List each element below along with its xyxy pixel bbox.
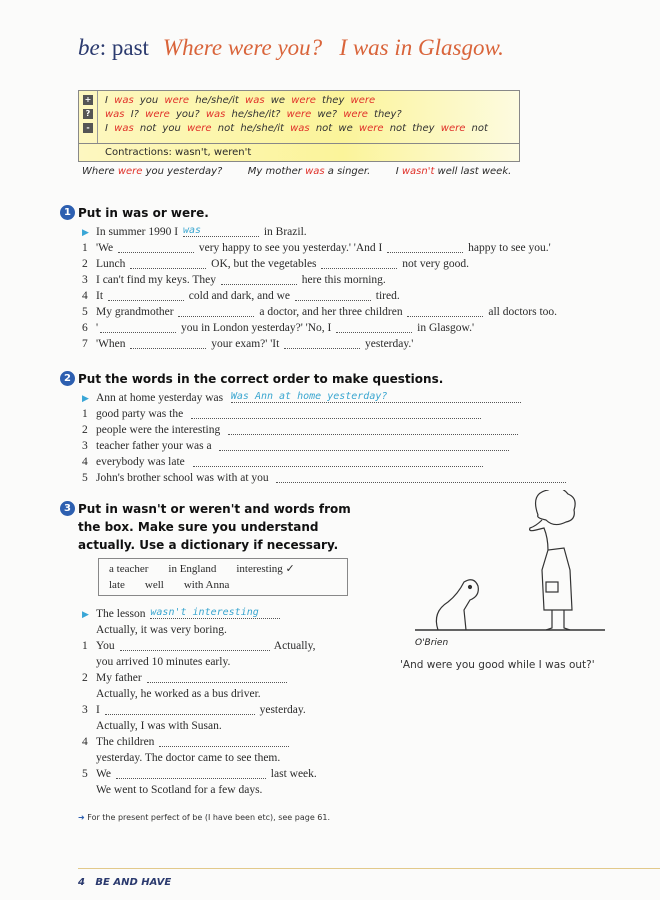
grammar-row [105,122,488,136]
highlighted-verb: were [358,123,384,134]
example-arrow-icon: ▶ [82,227,89,237]
exercise-item [82,750,317,766]
grammar-row [105,94,488,108]
item-number: 6 [82,322,88,334]
exercise-title-line: the box. Make sure you understand [78,520,319,534]
item-text: very happy to see you yesterday.' 'And I [196,242,386,254]
item-number: 3 [82,274,88,286]
exercise-item [82,240,557,256]
exercise-item [82,638,317,654]
answer-blank[interactable] [120,638,270,651]
answer-blank[interactable] [147,670,287,683]
exercise-item [82,336,557,352]
item-text: My father [96,672,145,684]
section-name: BE AND HAVE [95,877,172,888]
highlighted-verb: were [164,95,190,106]
item-text: The children [96,736,158,748]
text-segment: I [105,95,115,106]
grammar-box [78,90,520,162]
box-word: in England [168,563,217,575]
item-text: not very good. [399,258,470,270]
exercise-item [82,272,557,288]
example-answer: was [182,225,202,236]
answer-blank[interactable] [219,438,509,451]
text-segment: not we [309,123,359,134]
highlighted-verb: was [105,109,125,120]
item-number: 5 [82,768,88,780]
exercise-item [82,454,568,470]
text-segment: not you [133,123,187,134]
exercise-item [82,288,557,304]
exercise-item [82,438,568,454]
exercise-item [82,702,317,718]
item-text: yesterday.' [362,338,414,350]
exercise-item [82,654,317,670]
exercise-title: Put the words in the correct order to make questions. [78,372,444,386]
plus-icon: + [84,95,92,104]
text-segment: they [315,95,351,106]
example-answer: Was Ann at home yesterday? [230,391,388,402]
page-footer [78,876,171,890]
cartoon-illustration [410,490,610,652]
item-text: We [96,768,114,780]
contractions: Contractions: wasn't, weren't [105,147,252,158]
item-text: I [96,704,103,716]
item-text: Ann at home yesterday was [96,392,229,404]
answer-blank[interactable] [130,336,206,349]
footnote-text: For the present perfect of be (I have been etc), see page 61. [87,813,331,822]
text-segment: not he/she/it [211,123,291,134]
item-text: good party was the [96,408,189,420]
highlighted-verb: were [286,109,312,120]
exercise-item [82,718,317,734]
exercise-items [82,224,557,352]
exercise-number: 1 [60,205,75,220]
title-past: : past [99,35,149,60]
exercise-item [82,734,317,750]
box-word: interesting ✓ [236,563,295,575]
cartoon-caption: 'And were you good while I was out?' [400,659,595,671]
item-number: 1 [82,640,88,652]
text-segment: well last week. [434,166,512,177]
text-segment: they? [367,109,402,120]
answer-blank[interactable] [231,390,521,403]
answer-blank[interactable] [191,406,481,419]
text-segment: you [133,95,165,106]
item-text: people were the interesting [96,424,226,436]
arrow-icon: ➜ [78,813,88,822]
box-word: with Anna [183,579,230,591]
exercise-item [82,686,317,702]
example-arrow-icon: ▶ [82,393,89,403]
answer-blank[interactable] [336,320,412,333]
item-text: last week. [267,768,317,780]
exercise-1 [60,204,557,352]
exercise-item [82,470,568,486]
exercise-title-line: actually. Use a dictionary if necessary. [78,538,339,552]
item-text: Actually, [271,640,316,652]
text-segment: I [105,123,115,134]
answer-blank[interactable] [150,606,280,619]
highlighted-verb: was [305,166,325,177]
item-text: all doctors too. [485,306,558,318]
exercise-items [82,390,568,486]
item-text: I can't find my keys. They [96,274,219,286]
page-number: 4 [78,877,85,888]
grammar-forms [105,94,488,136]
answer-blank[interactable] [284,336,360,349]
exercise-title-line: Put in wasn't or weren't and words from [78,502,351,516]
exercise-item [82,304,557,320]
answer-blank[interactable] [228,422,518,435]
item-number: 4 [82,456,88,468]
item-text: We went to Scotland for a few days. [96,784,263,796]
answer-blank[interactable] [130,256,206,269]
box-word: well [144,579,164,591]
item-text: yesterday. [256,704,306,716]
item-number: 1 [82,242,88,254]
exercise-item [82,390,568,406]
grammar-examples [82,165,511,179]
exercise-title: Put in was or were. [78,206,209,220]
text-segment: not they [383,123,441,134]
word-box [98,558,348,596]
highlighted-verb: were [440,123,466,134]
text-segment: Where [82,166,118,177]
text-segment: we [264,95,292,106]
text-segment: you yesterday? My mother [142,166,306,177]
highlighted-verb: were [145,109,170,120]
item-text: in Glasgow.' [414,322,475,334]
item-number: 4 [82,736,88,748]
answer-blank[interactable] [221,272,297,285]
exercise-item [82,406,568,422]
answer-blank[interactable] [295,288,371,301]
exercise-item [82,320,557,336]
item-text: you arrived 10 minutes early. [96,656,231,668]
highlighted-verb: were [291,95,316,106]
highlighted-verb: were [343,109,368,120]
item-number: 3 [82,440,88,452]
item-text: 'When [96,338,129,350]
highlighted-verb: were [117,166,143,177]
answer-blank[interactable] [118,240,194,253]
exercise-item [82,224,557,240]
answer-blank[interactable] [407,304,483,317]
item-text: The lesson [96,608,149,620]
item-number: 2 [82,672,88,684]
highlighted-verb: were [186,123,212,134]
text-segment: not [465,123,488,134]
grammar-icons [79,91,98,143]
exercise-item [82,782,317,798]
text-segment: he/she/it [189,95,246,106]
exercise-item [82,670,317,686]
title-example: Where were you? I was in Glasgow. [162,35,504,60]
title-be: be [78,35,100,60]
exercise-number: 3 [60,501,75,516]
question-icon: ? [83,109,93,119]
item-number: 5 [82,306,88,318]
cartoon-signature: O'Brien [415,638,449,648]
item-text: You [96,640,118,652]
item-text: tired. [372,290,400,302]
item-text: teacher father your was a [96,440,218,452]
exercise-item [82,422,568,438]
page-title [78,34,504,62]
answer-blank[interactable] [178,304,254,317]
highlighted-verb: were [350,95,376,106]
item-text: you in London yesterday?' 'No, I [178,322,335,334]
item-number: 2 [82,258,88,270]
highlighted-verb: was [114,95,134,106]
item-text: ' [96,322,99,334]
text-segment: a singer. I [324,166,402,177]
item-text: everybody was late [96,456,191,468]
answer-blank[interactable] [193,454,483,467]
item-text: your exam?' 'It [208,338,283,350]
item-text: It [96,290,106,302]
item-text: yesterday. The doctor came to see them. [96,752,281,764]
item-number: 2 [82,424,88,436]
highlighted-verb: was [205,109,226,120]
text-segment: we? [311,109,344,120]
item-text: here this morning. [298,274,386,286]
item-text: Actually, I was with Susan. [96,720,222,732]
item-number: 7 [82,338,88,350]
example-arrow-icon: ▶ [82,609,89,619]
item-text: Actually, he worked as a bus driver. [96,688,261,700]
grammar-row [105,108,488,122]
item-text: a doctor, and her three children [256,306,406,318]
exercise-2 [60,370,568,486]
answer-blank[interactable] [183,224,259,237]
answer-blank[interactable] [116,766,266,779]
minus-icon: - [83,123,93,133]
answer-blank[interactable] [100,320,176,333]
exercise-number: 2 [60,371,75,386]
footnote [78,812,330,824]
item-text: Actually, it was very boring. [96,624,227,636]
item-text: Lunch [96,258,129,270]
box-word: a teacher [109,563,149,575]
item-text: 'We [96,242,116,254]
divider [79,143,519,144]
highlighted-verb: was [114,123,134,134]
item-text: John's brother school was with at you [96,472,275,484]
highlighted-verb: wasn't [401,166,435,177]
item-text: happy to see you.' [465,242,551,254]
box-word: late [109,579,125,591]
answer-blank[interactable] [276,470,566,483]
exercise-3 [60,500,350,554]
item-text: OK, but the vegetables [208,258,320,270]
item-number: 3 [82,704,88,716]
item-text: cold and dark, and we [185,290,293,302]
answer-blank[interactable] [321,256,397,269]
example-answer: wasn't interesting [150,607,259,618]
item-text: My grandmother [96,306,177,318]
answer-blank[interactable] [105,702,255,715]
exercise-item [82,622,317,638]
item-text: In summer 1990 I [96,226,181,238]
text-segment: you? [169,109,206,120]
item-number: 4 [82,290,88,302]
text-segment: I? [124,109,146,120]
item-number: 1 [82,408,88,420]
item-text: in Brazil. [260,226,307,238]
answer-blank[interactable] [387,240,463,253]
text-segment: he/she/it? [225,109,287,120]
item-number: 5 [82,472,88,484]
exercise-item [82,256,557,272]
answer-blank[interactable] [159,734,289,747]
exercise-item [82,766,317,782]
answer-blank[interactable] [108,288,184,301]
exercise-item [82,606,317,622]
exercise-items [82,606,317,798]
highlighted-verb: was [245,95,265,106]
highlighted-verb: was [290,123,310,134]
footer-rule [78,868,660,869]
